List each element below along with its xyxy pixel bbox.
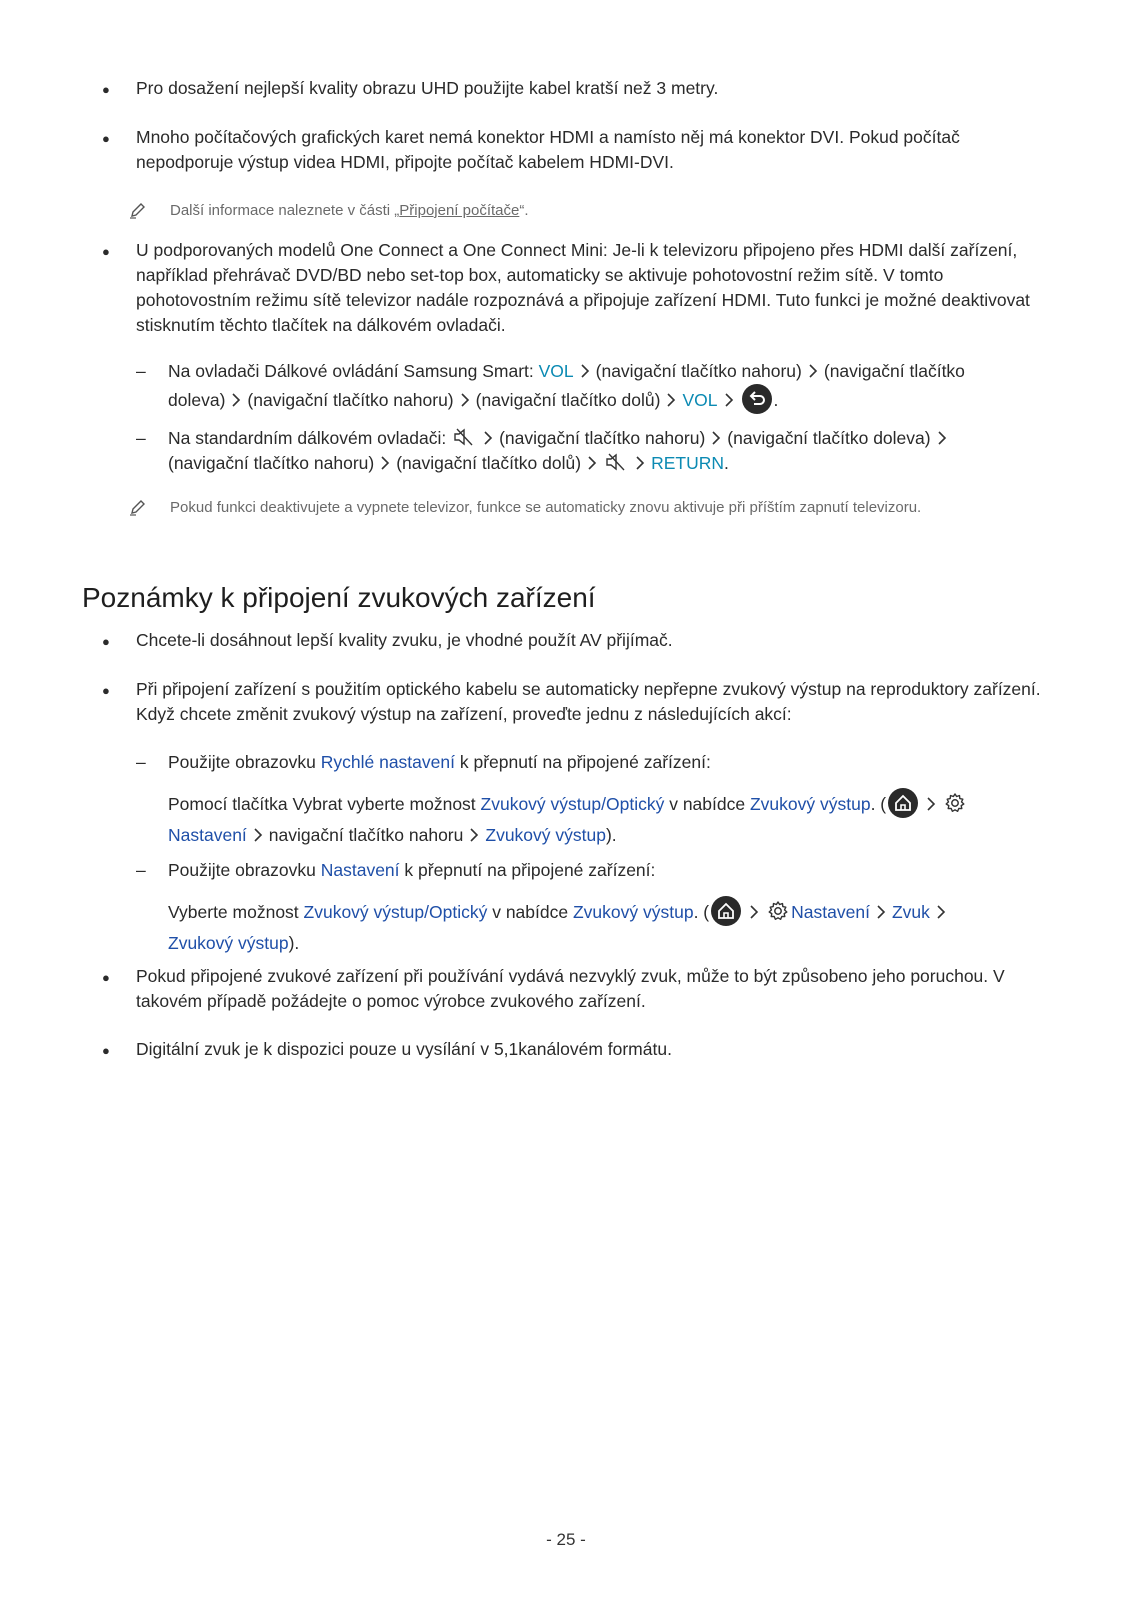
step-text: . [773, 390, 779, 410]
chevron-right-icon [935, 905, 947, 919]
menu-zvuk: Zvuk [891, 902, 930, 922]
chevron-right-icon [459, 393, 471, 407]
menu-zvukovy-vystup: Zvukový výstup [749, 794, 871, 814]
chevron-right-icon [665, 393, 677, 407]
chevron-right-icon [925, 797, 937, 811]
step-text: Na ovladači Dálkové ovládání Samsung Smart: [168, 361, 539, 381]
link-pripojeni-pocitace[interactable]: Připojení počítače [399, 202, 520, 219]
return-icon [742, 384, 772, 414]
menu-zvukovy-vystup-opticky: Zvukový výstup/Optický [303, 902, 488, 922]
bullet-marker [102, 1045, 114, 1057]
pencil-note-icon [128, 200, 148, 220]
section-heading: Poznámky k připojení zvukových zařízení [82, 582, 596, 613]
step-text: (navigační tlačítko nahoru) [168, 453, 375, 473]
vol-key: VOL [682, 390, 718, 410]
chevron-right-icon [379, 456, 391, 470]
chevron-right-icon [936, 431, 948, 445]
menu-rychle-nastaveni: Rychlé nastavení [320, 752, 455, 772]
bullet-marker [102, 685, 114, 697]
chevron-right-icon [230, 393, 242, 407]
mute-icon [453, 427, 475, 447]
menu-nastaveni: Nastavení [791, 902, 870, 922]
menu-zvukovy-vystup: Zvukový výstup [572, 902, 694, 922]
step-text: (navigační tlačítko dolů) [396, 453, 582, 473]
bullet-one-connect: U podporovaných modelů One Connect a One Connect Mini: Je-li k televizoru připojeno přes HDMI další zařízení, například přehrávač DVD/BD nebo set-top box, automaticky se aktivuje pohotovostní režim sítě. V tomto pohotovostním režimu sítě televizor nadále rozpoznává a připojuje zařízení HDMI. Tuto funkci je možné deaktivovat stisknutím těchto tlačítek na dálkovém ovladači. [136, 240, 1030, 335]
step-text: navigační tlačítko nahoru [268, 825, 464, 845]
chevron-right-icon [875, 905, 887, 919]
note-reactivation: Pokud funkci deaktivujete a vypnete televizor, funkce se automaticky znovu aktivuje při příštím zapnutí televizoru. [170, 499, 922, 516]
pencil-note-icon [128, 497, 148, 517]
page-number: - 25 - [546, 1530, 586, 1549]
bullet-dvi: Mnoho počítačových grafických karet nemá konektor HDMI a namísto něj má konektor DVI. Pokud počítač nepodporuje výstup videa HDMI, připojte počítač kabelem HDMI-DVI. [136, 127, 960, 172]
dash-marker: – [136, 860, 146, 880]
home-icon [711, 896, 741, 926]
chevron-right-icon [468, 828, 480, 842]
dash-marker: – [136, 361, 146, 381]
dash-quick-settings [168, 750, 1048, 775]
step-text: doleva) [168, 390, 226, 410]
step-text: Pomocí tlačítka Vybrat vyberte možnost [168, 794, 481, 814]
step-text: (navigační tlačítko dolů) [475, 390, 661, 410]
step-text: Vyberte možnost [168, 902, 304, 922]
chevron-right-icon [482, 431, 494, 445]
note-text: “. [519, 202, 529, 219]
dash-marker: – [136, 752, 146, 772]
chevron-right-icon [634, 456, 646, 470]
step-text: Na standardním dálkovém ovladači: [168, 428, 452, 448]
note-text: Další informace naleznete v části „ [170, 202, 400, 219]
chevron-right-icon [579, 364, 591, 378]
chevron-right-icon [710, 431, 722, 445]
bullet-marker [102, 246, 114, 258]
menu-nastaveni: Nastavení [168, 825, 247, 845]
step-text: v nabídce [664, 794, 750, 814]
mute-icon [605, 452, 627, 472]
bullet-marker [102, 133, 114, 145]
chevron-right-icon [807, 364, 819, 378]
step-text: (navigační tlačítko nahoru) [499, 428, 706, 448]
step-text: ). [288, 933, 300, 953]
step-text: . [723, 453, 729, 473]
step-text: (navigační tlačítko nahoru) [247, 390, 454, 410]
bullet-marker [102, 636, 114, 648]
gear-icon [944, 792, 966, 814]
menu-zvukovy-vystup-opticky: Zvukový výstup/Optický [480, 794, 665, 814]
step-text: ). [605, 825, 617, 845]
smart-remote-steps [168, 359, 1048, 414]
bullet-uhd-cable: Pro dosažení nejlepší kvality obrazu UHD použijte kabel kratší než 3 metry. [136, 78, 719, 98]
dash-marker: – [136, 428, 146, 448]
step-text: Použijte obrazovku [168, 752, 321, 772]
standard-remote-steps [168, 426, 1048, 476]
vol-key: VOL [538, 361, 574, 381]
menu-nastaveni: Nastavení [320, 860, 400, 880]
home-icon [888, 788, 918, 818]
chevron-right-icon [586, 456, 598, 470]
step-text: (navigační tlačítko [823, 361, 965, 381]
chevron-right-icon [723, 393, 735, 407]
step-text: k přepnutí na připojené zařízení: [399, 860, 656, 880]
menu-zvukovy-vystup: Zvukový výstup [485, 825, 606, 845]
step-text: k přepnutí na připojené zařízení: [454, 752, 711, 772]
bullet-digital-sound: Digitální zvuk je k dispozici pouze u vysílání v 5,1kanálovém formátu. [136, 1039, 672, 1059]
dash-settings [168, 858, 1048, 883]
step-text: Použijte obrazovku [168, 860, 321, 880]
step-text: . ( [693, 902, 710, 922]
gear-icon [767, 900, 789, 922]
menu-zvukovy-vystup: Zvukový výstup [168, 933, 289, 953]
bullet-optical-cable: Při připojení zařízení s použitím optického kabelu se automaticky nepřepne zvukový výstup na reproduktory zařízení. Když chcete změnit zvukový výstup na zařízení, proveďte jednu z následujících akcí: [136, 679, 1041, 724]
return-key: RETURN [651, 453, 724, 473]
bullet-unusual-sound: Pokud připojené zvukové zařízení při používání vydává nezvyklý zvuk, může to být způsobeno jeho poruchou. V takovém případě požádejte o pomoc výrobce zvukového zařízení. [136, 966, 1005, 1011]
bullet-av-receiver: Chcete-li dosáhnout lepší kvality zvuku, je vhodné použít AV přijímač. [136, 630, 673, 650]
bullet-marker [102, 84, 114, 96]
step-text: (navigační tlačítko doleva) [727, 428, 931, 448]
chevron-right-icon [748, 905, 760, 919]
chevron-right-icon [252, 828, 264, 842]
step-text: . ( [870, 794, 887, 814]
bullet-marker [102, 972, 114, 984]
dash2-detail [168, 896, 1048, 959]
step-text: (navigační tlačítko nahoru) [595, 361, 802, 381]
dash1-detail [168, 788, 1048, 851]
note-more-info [170, 200, 1070, 222]
step-text: v nabídce [487, 902, 573, 922]
